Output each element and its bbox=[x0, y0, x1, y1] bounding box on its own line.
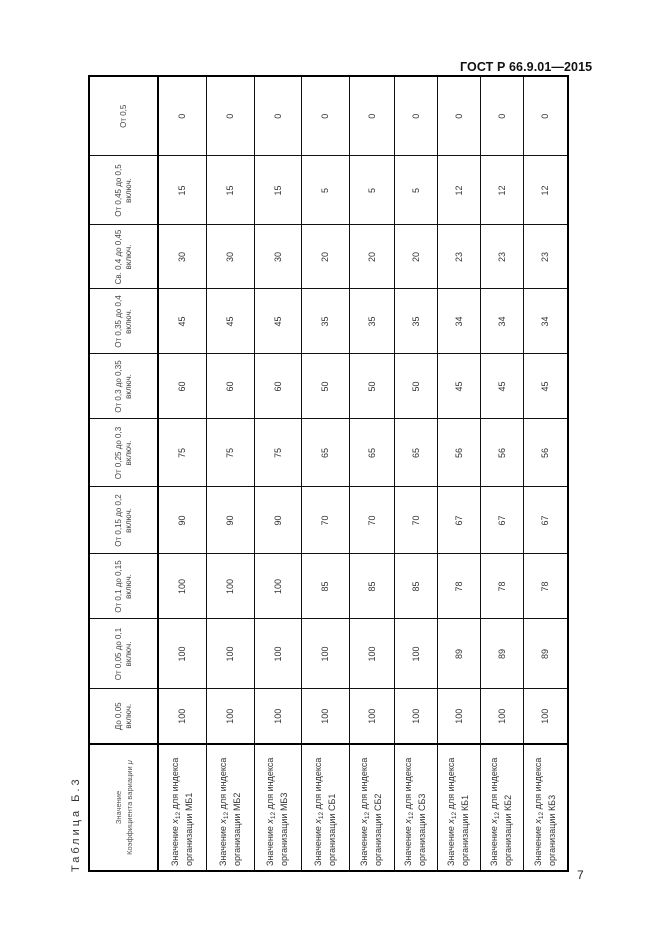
table-cell: 100 bbox=[349, 689, 394, 744]
column-header: От 0,1 до 0,15 включ. bbox=[89, 554, 158, 619]
mu-symbol: μ bbox=[124, 760, 134, 765]
table-cell: 70 bbox=[349, 487, 394, 554]
variable-subscript: 12 bbox=[222, 811, 230, 820]
table-cell: 30 bbox=[206, 225, 254, 289]
row-label-prefix: Значение bbox=[532, 826, 543, 866]
row-label-suffix: для индекса организации МБ3 bbox=[265, 757, 289, 866]
column-header: От 0,3 до 0,35 включ. bbox=[89, 354, 158, 419]
table-cell: 60 bbox=[158, 354, 206, 419]
variable-subscript: 12 bbox=[537, 811, 545, 820]
table-cell: 34 bbox=[437, 289, 480, 354]
table-row bbox=[437, 76, 480, 871]
table-cell: 30 bbox=[254, 225, 301, 289]
table-cell: 65 bbox=[349, 419, 394, 487]
table-row bbox=[349, 76, 394, 871]
table-cell: 100 bbox=[206, 554, 254, 619]
row-label-prefix: Значение bbox=[217, 826, 228, 866]
corner-header bbox=[89, 744, 158, 871]
row-label bbox=[523, 744, 568, 871]
coefficient-table bbox=[88, 75, 569, 872]
table-cell: 100 bbox=[254, 619, 301, 689]
table-cell: 100 bbox=[301, 619, 349, 689]
table-cell: 45 bbox=[158, 289, 206, 354]
row-label bbox=[394, 744, 437, 871]
row-label-prefix: Значение bbox=[359, 826, 369, 866]
table-cell: 78 bbox=[480, 554, 523, 619]
variable-x: x bbox=[359, 819, 369, 824]
row-label bbox=[301, 744, 349, 871]
table-row bbox=[394, 76, 437, 871]
variable-subscript: 12 bbox=[317, 811, 325, 820]
table-cell: 100 bbox=[301, 689, 349, 744]
variable-x: x bbox=[169, 819, 180, 824]
table-cell: 0 bbox=[158, 76, 206, 156]
table-cell: 45 bbox=[437, 354, 480, 419]
table-cell: 85 bbox=[301, 554, 349, 619]
table-cell: 0 bbox=[394, 76, 437, 156]
table-cell: 78 bbox=[437, 554, 480, 619]
row-label-prefix: Значение bbox=[169, 826, 180, 866]
table-cell: 75 bbox=[158, 419, 206, 487]
variable-x: x bbox=[265, 819, 275, 824]
table-cell: 65 bbox=[301, 419, 349, 487]
table-cell: 90 bbox=[158, 487, 206, 554]
table-cell: 12 bbox=[480, 156, 523, 225]
table-cell: 35 bbox=[349, 289, 394, 354]
table-cell: 20 bbox=[349, 225, 394, 289]
table-cell: 45 bbox=[206, 289, 254, 354]
column-header: От 0,5 bbox=[89, 76, 158, 156]
variable-subscript: 12 bbox=[408, 811, 415, 820]
table-cell: 0 bbox=[349, 76, 394, 156]
table-cell: 35 bbox=[301, 289, 349, 354]
row-label bbox=[254, 744, 301, 871]
table-row bbox=[523, 76, 568, 871]
table-row bbox=[301, 76, 349, 871]
table-cell: 85 bbox=[349, 554, 394, 619]
table-cell: 89 bbox=[480, 619, 523, 689]
table-cell: 60 bbox=[254, 354, 301, 419]
table-cell: 100 bbox=[394, 689, 437, 744]
table-cell: 56 bbox=[437, 419, 480, 487]
variable-subscript: 12 bbox=[494, 811, 501, 820]
table-cell: 30 bbox=[158, 225, 206, 289]
table-row bbox=[254, 76, 301, 871]
row-label-prefix: Значение bbox=[489, 826, 499, 866]
table-cell: 15 bbox=[158, 156, 206, 225]
row-label-suffix: для индекса организации СБ3 bbox=[403, 757, 427, 866]
table-cell: 20 bbox=[301, 225, 349, 289]
table-cell: 35 bbox=[394, 289, 437, 354]
table-cell: 89 bbox=[523, 619, 568, 689]
corner-header-line1: Значение bbox=[113, 790, 123, 825]
table-cell: 78 bbox=[523, 554, 568, 619]
column-header: От 0,35 до 0,4 включ. bbox=[89, 289, 158, 354]
table-cell: 5 bbox=[301, 156, 349, 225]
table-cell: 85 bbox=[394, 554, 437, 619]
variable-subscript: 12 bbox=[451, 811, 458, 820]
table-cell: 90 bbox=[254, 487, 301, 554]
row-label-prefix: Значение bbox=[446, 826, 456, 866]
row-label-suffix: для индекса организации КБ1 bbox=[446, 757, 470, 866]
row-label-suffix: для индекса организации СБ2 bbox=[359, 757, 383, 866]
table-cell: 100 bbox=[206, 619, 254, 689]
table-cell: 34 bbox=[523, 289, 568, 354]
row-label bbox=[206, 744, 254, 871]
column-header: От 0,15 до 0,2 включ. bbox=[89, 487, 158, 554]
table-cell: 60 bbox=[206, 354, 254, 419]
table-cell: 50 bbox=[349, 354, 394, 419]
row-label bbox=[349, 744, 394, 871]
table-cell: 100 bbox=[394, 619, 437, 689]
table-cell: 23 bbox=[523, 225, 568, 289]
table-cell: 65 bbox=[394, 419, 437, 487]
table-cell: 70 bbox=[301, 487, 349, 554]
table-row bbox=[480, 76, 523, 871]
row-label bbox=[158, 744, 206, 871]
table-cell: 90 bbox=[206, 487, 254, 554]
table-cell: 100 bbox=[254, 554, 301, 619]
row-label bbox=[480, 744, 523, 871]
table-cell: 67 bbox=[523, 487, 568, 554]
column-header: От 0,45 до 0,5 включ. bbox=[89, 156, 158, 225]
corner-header-line2: Коэффициента вариации bbox=[124, 766, 134, 855]
table-cell: 45 bbox=[480, 354, 523, 419]
table-cell: 100 bbox=[349, 619, 394, 689]
table-cell: 45 bbox=[523, 354, 568, 419]
table-cell: 56 bbox=[480, 419, 523, 487]
table-cell: 5 bbox=[394, 156, 437, 225]
table-cell: 45 bbox=[254, 289, 301, 354]
header-row bbox=[89, 76, 158, 871]
row-label-suffix: для индекса организации КБ3 bbox=[532, 757, 557, 866]
table-cell: 50 bbox=[301, 354, 349, 419]
table-cell: 100 bbox=[206, 689, 254, 744]
table-cell: 100 bbox=[437, 689, 480, 744]
table-cell: 23 bbox=[437, 225, 480, 289]
row-label-suffix: для индекса организации МБ2 bbox=[217, 757, 242, 866]
table-cell: 12 bbox=[523, 156, 568, 225]
table-cell: 75 bbox=[254, 419, 301, 487]
table-cell: 0 bbox=[523, 76, 568, 156]
table-caption: Таблица Б.3 bbox=[70, 776, 82, 872]
variable-subscript: 12 bbox=[174, 811, 182, 820]
variable-x: x bbox=[489, 819, 499, 824]
table-cell: 100 bbox=[158, 689, 206, 744]
table-cell: 5 bbox=[349, 156, 394, 225]
variable-subscript: 12 bbox=[270, 811, 277, 820]
column-header: До 0,05 включ. bbox=[89, 689, 158, 744]
table-cell: 15 bbox=[254, 156, 301, 225]
table-cell: 100 bbox=[523, 689, 568, 744]
table-cell: 100 bbox=[254, 689, 301, 744]
table-cell: 34 bbox=[480, 289, 523, 354]
table-cell: 15 bbox=[206, 156, 254, 225]
table-cell: 0 bbox=[437, 76, 480, 156]
column-header: Св. 0,4 до 0,45 включ. bbox=[89, 225, 158, 289]
table-cell: 70 bbox=[394, 487, 437, 554]
variable-x: x bbox=[312, 819, 323, 824]
column-header: От 0,05 до 0,1 включ. bbox=[89, 619, 158, 689]
page-number: 7 bbox=[577, 868, 584, 882]
variable-x: x bbox=[217, 819, 228, 824]
table-cell: 67 bbox=[437, 487, 480, 554]
table-cell: 12 bbox=[437, 156, 480, 225]
table-cell: 0 bbox=[301, 76, 349, 156]
variable-x: x bbox=[446, 819, 456, 824]
rotated-table-frame bbox=[88, 77, 567, 872]
table-row bbox=[158, 76, 206, 871]
row-label-suffix: для индекса организации МБ1 bbox=[169, 757, 194, 866]
table-cell: 89 bbox=[437, 619, 480, 689]
column-header: От 0,25 до 0,3 включ. bbox=[89, 419, 158, 487]
table-cell: 75 bbox=[206, 419, 254, 487]
variable-x: x bbox=[403, 819, 413, 824]
table-cell: 0 bbox=[206, 76, 254, 156]
table-cell: 56 bbox=[523, 419, 568, 487]
table-cell: 100 bbox=[480, 689, 523, 744]
row-label-prefix: Значение bbox=[265, 826, 275, 866]
row-label bbox=[437, 744, 480, 871]
table-cell: 100 bbox=[158, 619, 206, 689]
table-cell: 67 bbox=[480, 487, 523, 554]
row-label-suffix: для индекса организации КБ2 bbox=[489, 757, 513, 866]
table-cell: 0 bbox=[480, 76, 523, 156]
table-cell: 0 bbox=[254, 76, 301, 156]
table-cell: 20 bbox=[394, 225, 437, 289]
row-label-prefix: Значение bbox=[403, 826, 413, 866]
table-row bbox=[206, 76, 254, 871]
variable-x: x bbox=[532, 819, 543, 824]
table-cell: 50 bbox=[394, 354, 437, 419]
row-label-prefix: Значение bbox=[312, 826, 323, 866]
row-label-suffix: для индекса организации СБ1 bbox=[312, 757, 337, 866]
table-cell: 100 bbox=[158, 554, 206, 619]
table-cell: 23 bbox=[480, 225, 523, 289]
document-code: ГОСТ Р 66.9.01—2015 bbox=[460, 60, 593, 74]
variable-subscript: 12 bbox=[364, 811, 371, 820]
